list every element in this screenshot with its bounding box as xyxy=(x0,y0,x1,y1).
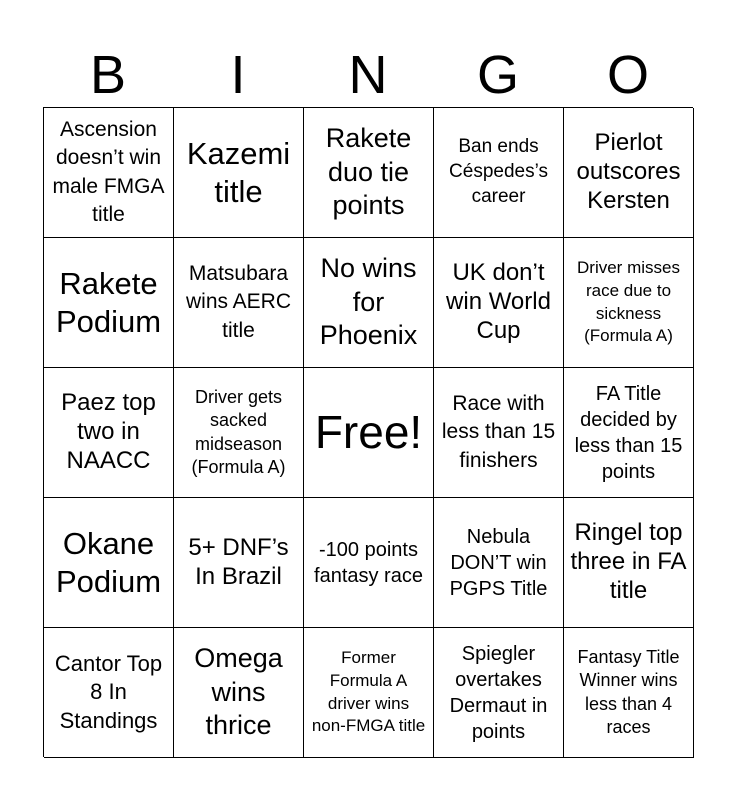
bingo-cell-text: FA Title decided by less than 15 points xyxy=(574,382,683,483)
bingo-cell-r3-c1[interactable] xyxy=(44,368,174,498)
bingo-cell-text: Cantor Top 8 In Standings xyxy=(54,650,163,733)
bingo-cell-r2-c3[interactable] xyxy=(304,238,434,368)
bingo-cell-text: Fantasy Title Winner wins less than 4 races xyxy=(577,646,680,737)
bingo-cell-text: 5+ DNF’s In Brazil xyxy=(188,533,289,590)
bingo-cell-text: UK don’t win World Cup xyxy=(446,259,551,344)
bingo-cell-text: Former Formula A driver wins non-FMGA title xyxy=(311,647,426,736)
bingo-cell-text: Paez top two in NAACC xyxy=(61,389,156,474)
bingo-cell-text: Spiegler overtakes Dermaut in points xyxy=(449,642,548,743)
bingo-cell-r1-c1[interactable] xyxy=(44,108,174,238)
bingo-cell-text: Rakete Podium xyxy=(55,265,162,339)
bingo-cell-text: Ascension doesn’t win male FMGA title xyxy=(52,117,165,226)
bingo-cell-r5-c5[interactable] xyxy=(564,628,694,758)
bingo-cell-text: -100 points fantasy race xyxy=(314,538,423,587)
bingo-cell-text: Driver gets sacked midseason (Formula A) xyxy=(191,386,286,477)
bingo-cell-text: Nebula DON’T win PGPS Title xyxy=(449,525,548,600)
bingo-cell-text: Matsubara wins AERC title xyxy=(185,261,292,342)
bingo-cell-r5-c4[interactable] xyxy=(434,628,564,758)
bingo-cell-text: Driver misses race due to sickness (Formula A) xyxy=(577,257,680,346)
bingo-cell-r1-c4[interactable] xyxy=(434,108,564,238)
bingo-cell-text: Ban ends Céspedes’s career xyxy=(449,136,548,207)
bingo-board xyxy=(43,107,693,757)
bingo-cell-r4-c3[interactable] xyxy=(304,498,434,628)
bingo-cell-text: Kazemi title xyxy=(186,135,291,209)
bingo-cell-r5-c2[interactable] xyxy=(174,628,304,758)
bingo-cell-r4-c5[interactable] xyxy=(564,498,694,628)
bingo-header xyxy=(43,44,693,106)
bingo-cell-r5-c1[interactable] xyxy=(44,628,174,758)
header-letter-i: I xyxy=(230,45,246,105)
bingo-cell-text: Omega wins thrice xyxy=(194,642,283,741)
bingo-cell-r2-c1[interactable] xyxy=(44,238,174,368)
bingo-cell-text: Rakete duo tie points xyxy=(325,122,412,221)
bingo-cell-text: Pierlot outscores Kersten xyxy=(576,129,681,214)
bingo-cell-r4-c1[interactable] xyxy=(44,498,174,628)
bingo-cell-r1-c2[interactable] xyxy=(174,108,304,238)
bingo-cell-text: Ringel top three in FA title xyxy=(570,519,687,604)
bingo-cell-r4-c2[interactable] xyxy=(174,498,304,628)
bingo-cell-text: Race with less than 15 finishers xyxy=(441,391,556,472)
header-letter-n: N xyxy=(348,45,388,105)
header-letter-g: G xyxy=(476,45,519,105)
bingo-cell-text: Okane Podium xyxy=(55,525,162,599)
bingo-cell-r3-c2[interactable] xyxy=(174,368,304,498)
header-letter-b: B xyxy=(89,45,127,105)
bingo-cell-r3-c5[interactable] xyxy=(564,368,694,498)
bingo-cell-r2-c2[interactable] xyxy=(174,238,304,368)
bingo-cell-r1-c5[interactable] xyxy=(564,108,694,238)
bingo-cell-r3-c4[interactable] xyxy=(434,368,564,498)
bingo-free-space: Free! xyxy=(314,406,423,459)
bingo-cell-text: No wins for Phoenix xyxy=(319,252,418,351)
header-letter-o: O xyxy=(606,45,649,105)
bingo-cell-free[interactable] xyxy=(304,368,434,498)
bingo-cell-r4-c4[interactable] xyxy=(434,498,564,628)
bingo-cell-r2-c4[interactable] xyxy=(434,238,564,368)
bingo-cell-r2-c5[interactable] xyxy=(564,238,694,368)
bingo-cell-r1-c3[interactable] xyxy=(304,108,434,238)
bingo-cell-r5-c3[interactable] xyxy=(304,628,434,758)
